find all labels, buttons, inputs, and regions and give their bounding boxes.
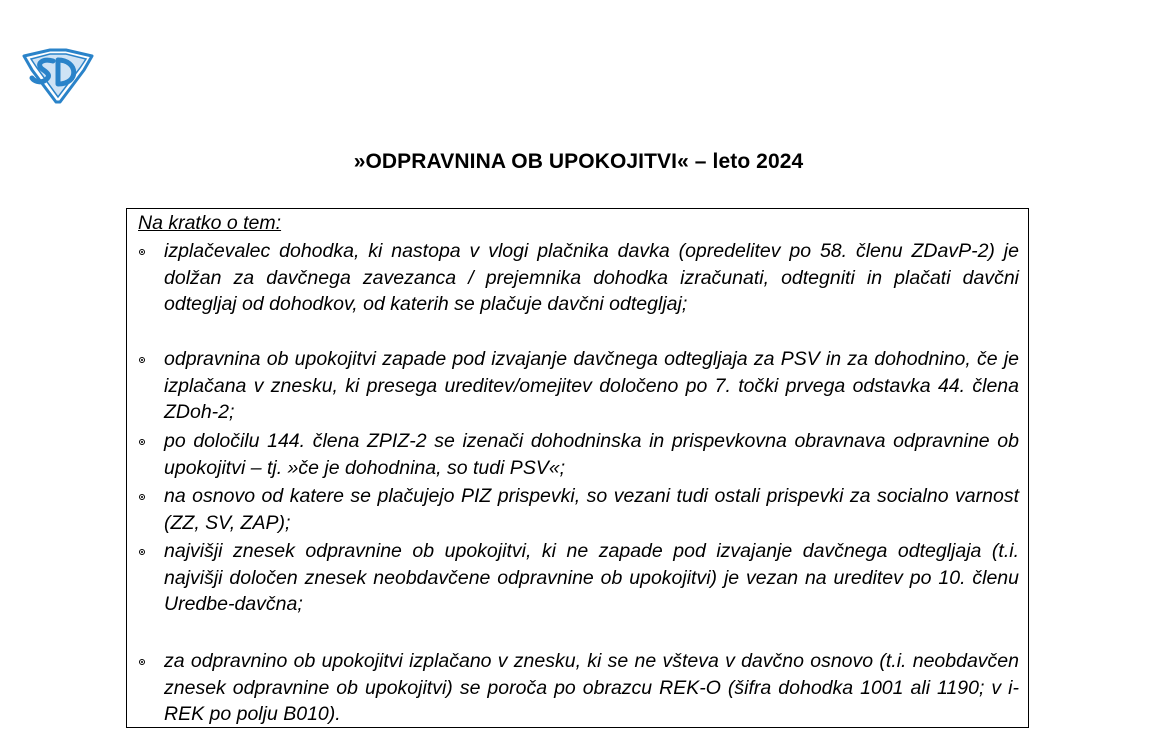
bullet-icon [139, 357, 145, 363]
bullet-icon [139, 494, 145, 500]
list-item-text: izplačevalec dohodka, ki nastopa v vlogi plačnika davka (opredelitev po 58. členu ZDavP-2) je dolžan za davčnega zavezanca / prejemnika dohodka izračunati, odtegniti in plačati davčni odtegljaj od dohodkov, od katerih se plačuje davčni odtegljaj; [164, 240, 1019, 315]
bullet-icon [139, 659, 145, 665]
list-item-text: za odpravnino ob upokojitvi izplačano v znesku, ki se ne všteva v davčno osnovo (t.i. neobdavčen znesek odpravnine ob upokojitvi) se poroča po obrazcu REK-O (šifra dohodka 1001 ali 1190; v i-REK po polju B010). [164, 650, 1019, 725]
list-item-text: po določilu 144. člena ZPIZ-2 se izenači dohodninska in prispevkovna obravnava odpravnine ob upokojitvi – tj. »če je dohodnina, so tudi PSV«; [164, 430, 1019, 479]
list-item-text: najvišji znesek odpravnine ob upokojitvi, ki ne zapade pod izvajanje davčnega odtegljaja (t.i. najvišji določen znesek neobdavčene odpravnine ob upokojitvi) je vezan na ureditev po 10. členu Uredbe-davčna; [164, 540, 1019, 615]
bullet-icon [139, 549, 145, 555]
summary-box [126, 208, 1029, 728]
bullet-icon [139, 249, 145, 255]
list-item-text: na osnovo od katere se plačujejo PIZ prispevki, so vezani tudi ostali prispevki za socialno varnost (ZZ, SV, ZAP); [164, 485, 1019, 534]
shield-logo-icon [20, 48, 96, 104]
summary-heading: Na kratko o tem: [138, 212, 282, 234]
list-item-text: odpravnina ob upokojitvi zapade pod izvajanje davčnega odtegljaja za PSV in za dohodnino, če je izplačana v znesku, ki presega ureditev/omejitev določeno po 7. točki prvega odstavka 44. člena ZDoh-2; [164, 348, 1019, 423]
bullet-icon [139, 439, 145, 445]
page-title: »ODPRAVNINA OB UPOKOJITVI« – leto 2024 [353, 150, 804, 173]
